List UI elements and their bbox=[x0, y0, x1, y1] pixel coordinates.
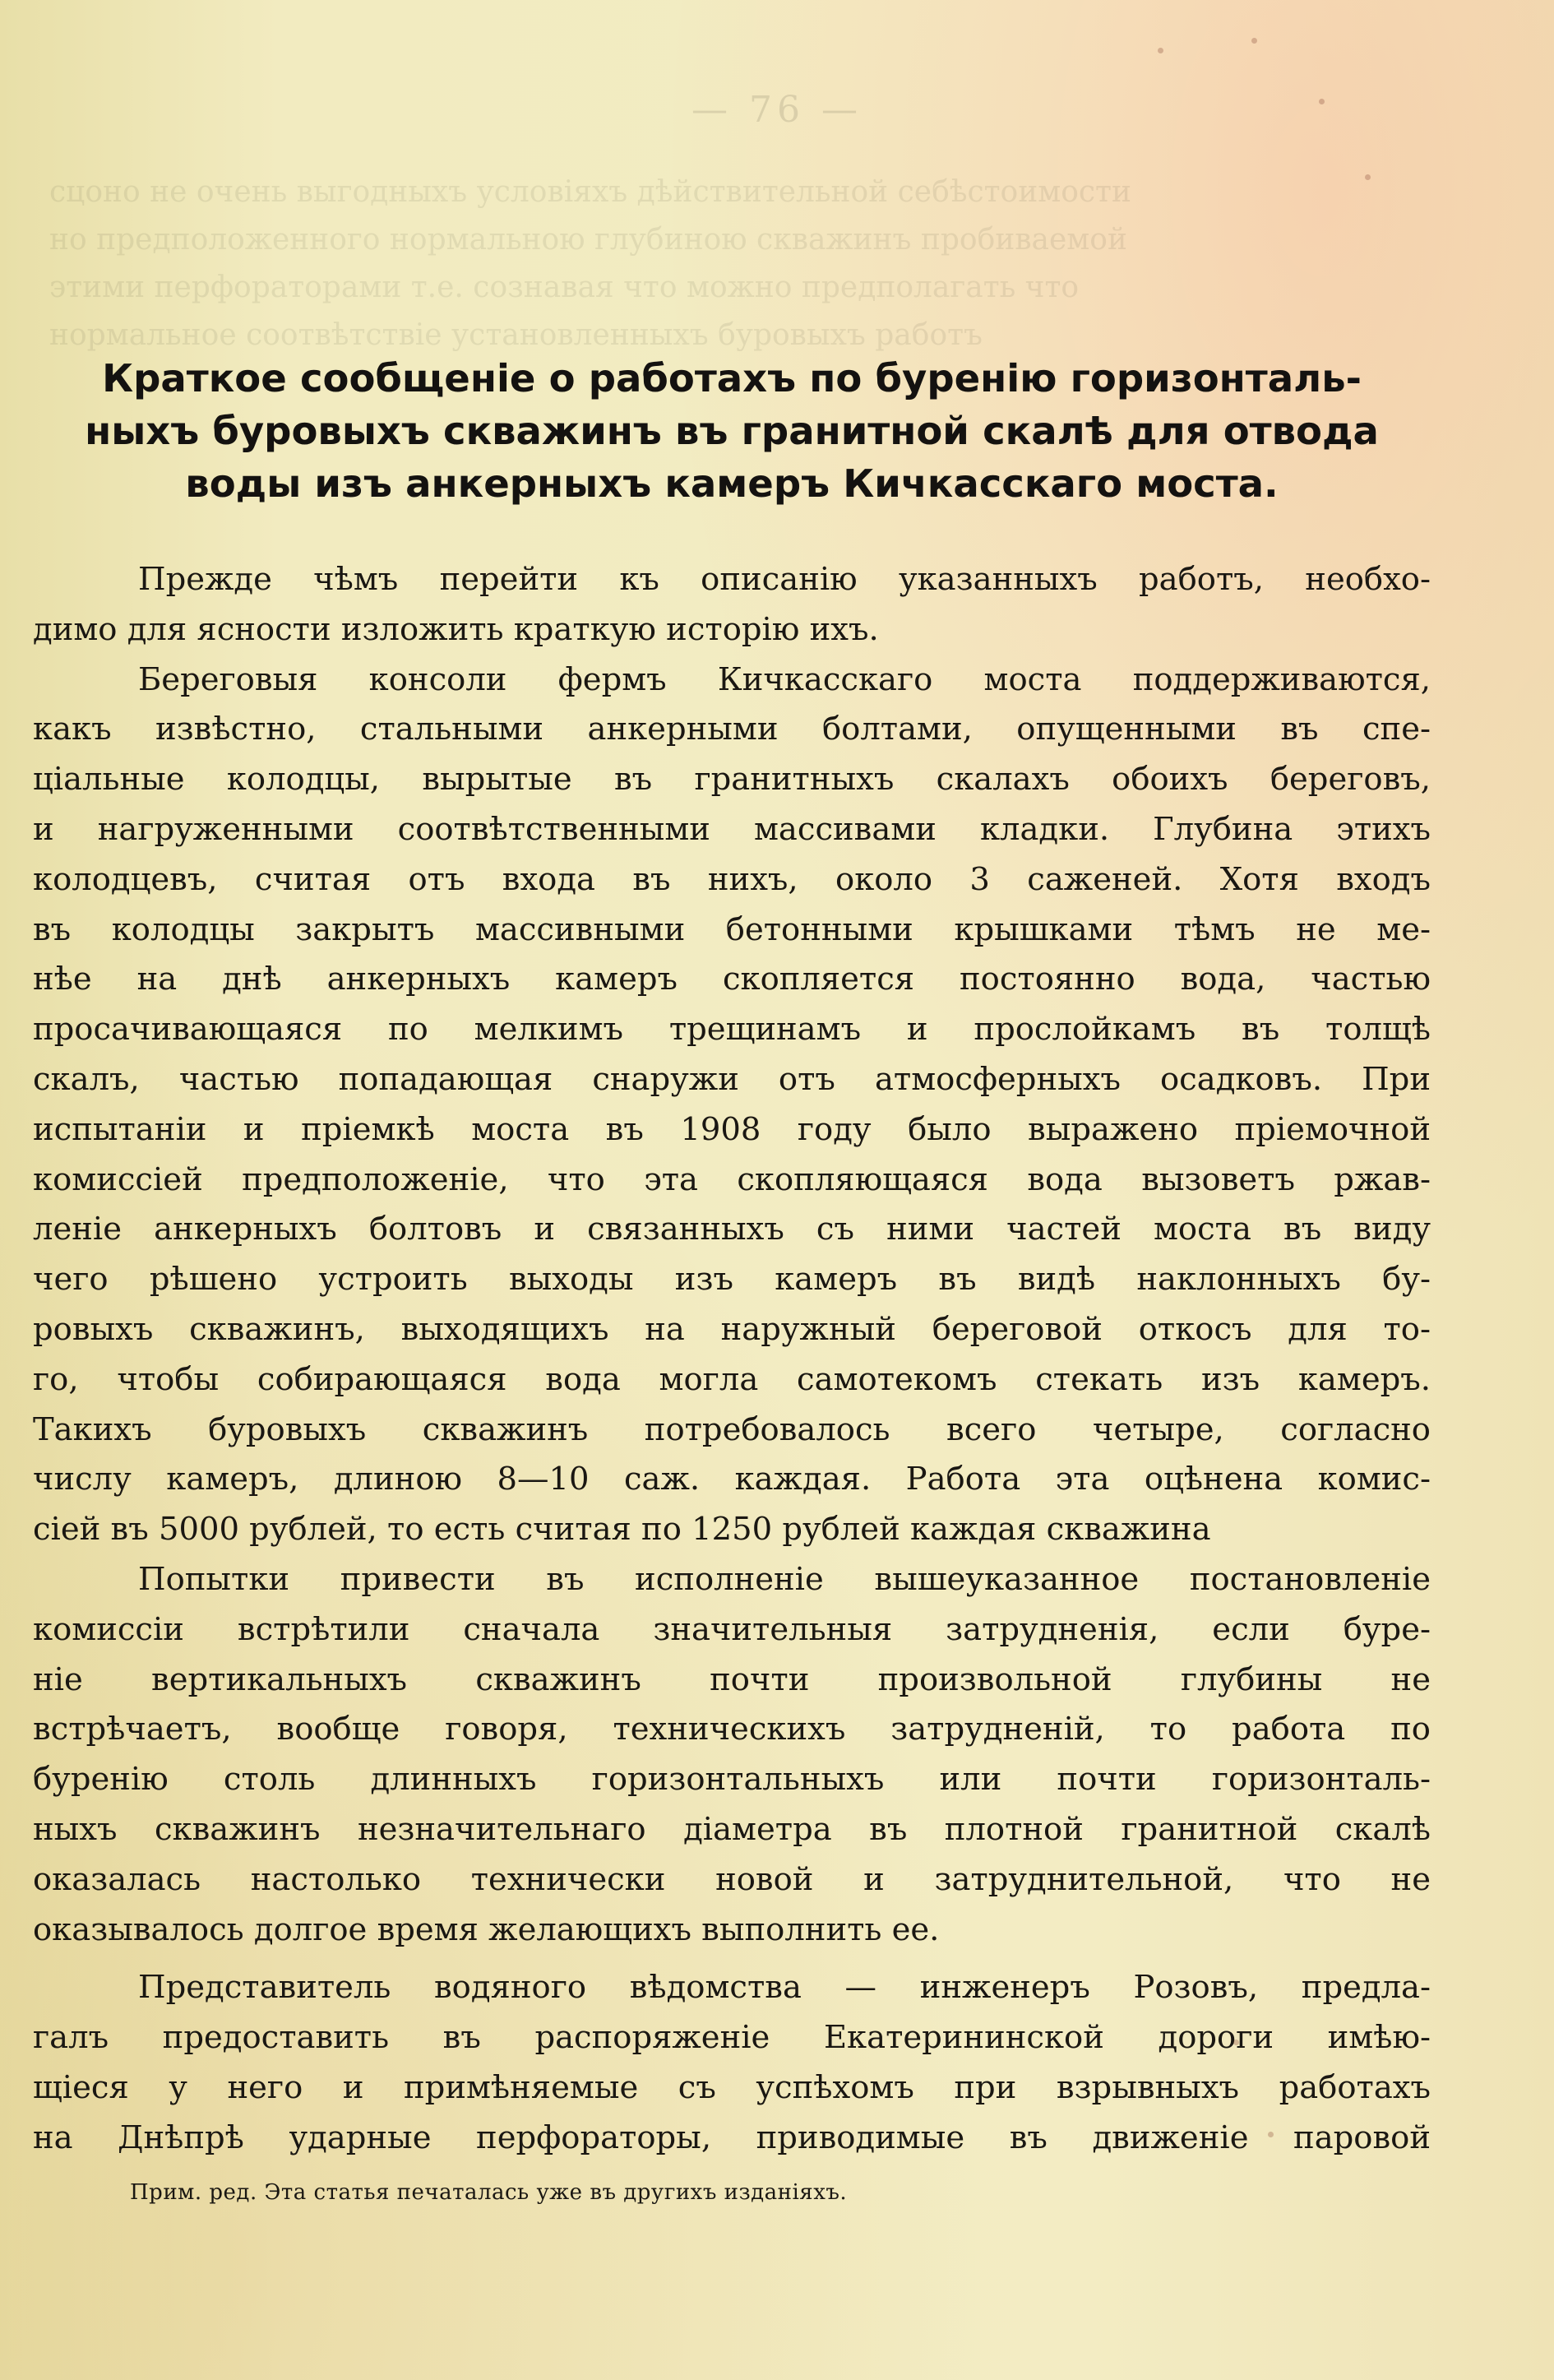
body-line: галъ предоставить въ распоряженіе Екатерининской дороги имѣю- bbox=[33, 2019, 1431, 2057]
body-line: и нагруженными соотвѣтственными массивами кладки. Глубина этихъ bbox=[33, 810, 1431, 848]
body-line: числу камеръ, длиною 8—10 саж. каждая. Работа эта оцѣнена комис- bbox=[33, 1461, 1431, 1498]
page-number: — 76 — bbox=[691, 89, 863, 131]
footnote: Прим. ред. Эта статья печаталась уже въ другихъ изданіяхъ. bbox=[130, 2180, 848, 2205]
body-line: комиссіи встрѣтили сначала значительныя затрудненія, если буре- bbox=[33, 1610, 1431, 1648]
paper-speck bbox=[1158, 48, 1163, 53]
body-line: въ колодцы закрытъ массивными бетонными крышками тѣмъ не ме- bbox=[33, 910, 1431, 948]
title-line: ныхъ буровыхъ скважинъ въ гранитной скалѣ для отвода bbox=[85, 409, 1379, 453]
paper-speck bbox=[1233, 2040, 1239, 2045]
article-title bbox=[33, 352, 1431, 510]
title-line: воды изъ анкерныхъ камеръ Кичкасскаго моста. bbox=[185, 461, 1279, 506]
body-line: Прежде чѣмъ перейти къ описанію указанныхъ работъ, необхо- bbox=[138, 561, 1431, 598]
body-line: леніе анкерныхъ болтовъ и связанныхъ съ ними частей моста въ виду bbox=[33, 1211, 1431, 1248]
body-line: скалъ, частью попадающая снаружи отъ атмосферныхъ осадковъ. При bbox=[33, 1060, 1431, 1098]
paper-speck bbox=[1251, 38, 1257, 44]
body-line: щіеся у него и примѣняемые съ успѣхомъ при взрывныхъ работахъ bbox=[33, 2068, 1431, 2106]
body-line: Представитель водяного вѣдомства — инженеръ Розовъ, предла- bbox=[138, 1969, 1431, 2007]
body-line: Береговыя консоли фермъ Кичкасскаго моста поддерживаются, bbox=[138, 660, 1431, 698]
body-line: Попытки привести въ исполненіе вышеуказанное постановленіе bbox=[138, 1560, 1431, 1598]
article-body bbox=[33, 555, 1431, 2164]
paper-speck bbox=[1365, 174, 1371, 180]
body-line: димо для ясности изложить краткую исторію ихъ. bbox=[33, 610, 879, 648]
body-line: колодцевъ, считая отъ входа въ нихъ, около 3 саженей. Хотя входъ bbox=[33, 860, 1431, 898]
body-line: оказывалось долгое время желающихъ выполнить ее. bbox=[33, 1910, 940, 1948]
body-line: ровыхъ скважинъ, выходящихъ на наружный береговой откосъ для то- bbox=[33, 1310, 1431, 1348]
body-line: нѣе на днѣ анкерныхъ камеръ скопляется постоянно вода, частью bbox=[33, 961, 1431, 998]
bleed-line: этими перфораторами т.е. сознавая что можно предполагать что bbox=[49, 271, 1080, 304]
bleed-through-text bbox=[49, 169, 1431, 359]
body-line: чего рѣшено устроить выходы изъ камеръ въ видѣ наклонныхъ бу- bbox=[33, 1261, 1431, 1299]
bleed-line: сцоно не очень выгодныхъ условіяхъ дѣйствительной себѣстоимости bbox=[49, 175, 1131, 209]
body-line: комиссіей предположеніе, что эта скопляющаяся вода вызоветъ ржав- bbox=[33, 1160, 1431, 1198]
body-line: буренію столь длинныхъ горизонтальныхъ или почти горизонталь- bbox=[33, 1761, 1431, 1799]
body-line: Такихъ буровыхъ скважинъ потребовалось всего четыре, согласно bbox=[33, 1410, 1431, 1448]
body-line: ныхъ скважинъ незначительнаго діаметра въ плотной гранитной скалѣ bbox=[33, 1810, 1431, 1848]
bleed-line: нормальное соотвѣтствіе установленныхъ буровыхъ работъ bbox=[49, 318, 983, 352]
body-line: на Днѣпрѣ ударные перфораторы, приводимые въ движеніе паровой bbox=[33, 2118, 1431, 2156]
body-line: сіей въ 5000 рублей, то есть считая по 1250 рублей каждая скважина bbox=[33, 1511, 1211, 1549]
body-line: оказалась настолько технически новой и затруднительной, что не bbox=[33, 1860, 1431, 1898]
body-line: какъ извѣстно, стальными анкерными болтами, опущенными въ спе- bbox=[33, 711, 1431, 748]
body-line: го, чтобы собирающаяся вода могла самотекомъ стекать изъ камеръ. bbox=[33, 1360, 1431, 1398]
paper-speck bbox=[1319, 99, 1325, 104]
title-line: Краткое сообщеніе о работахъ по буренію горизонталь- bbox=[102, 356, 1362, 401]
bleed-line: но предположенного нормальною глубиною скважинъ пробиваемой bbox=[49, 223, 1127, 257]
paper-speck bbox=[1268, 2132, 1274, 2137]
body-line: просачивающаяся по мелкимъ трещинамъ и прослойкамъ въ толщѣ bbox=[33, 1011, 1431, 1049]
body-line: испытаніи и пріемкѣ моста въ 1908 году было выражено пріемочной bbox=[33, 1110, 1431, 1148]
body-line: ніе вертикальныхъ скважинъ почти произвольной глубины не bbox=[33, 1660, 1431, 1698]
body-line: встрѣчаетъ, вообще говоря, техническихъ затрудненій, то работа по bbox=[33, 1711, 1431, 1748]
body-line: ціальные колодцы, вырытые въ гранитныхъ скалахъ обоихъ береговъ, bbox=[33, 761, 1431, 799]
